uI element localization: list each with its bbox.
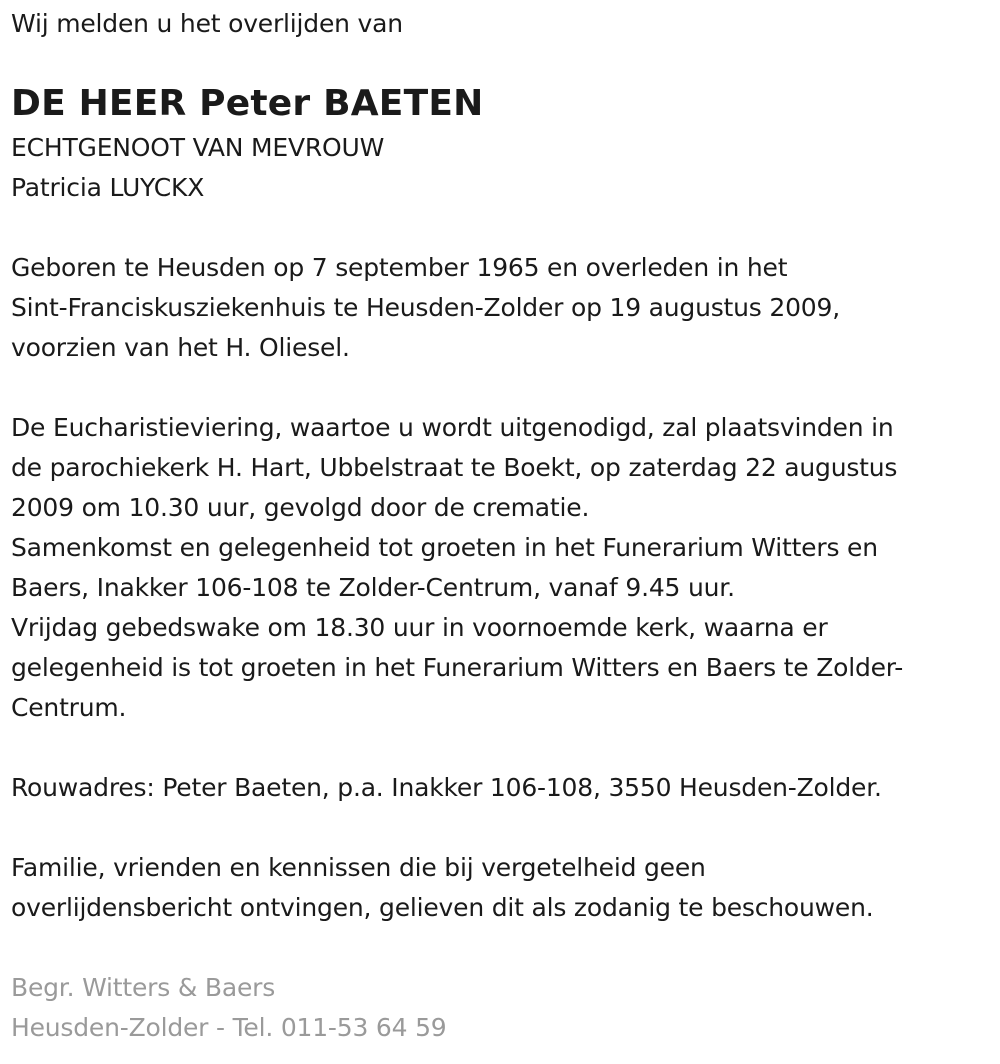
spacer (11, 808, 996, 848)
intro-text: Wij melden u het overlijden van (11, 9, 403, 38)
mourning-address: Rouwadres: Peter Baeten, p.a. Inakker 106-108, 3550 Heusden-Zolder. (11, 773, 882, 802)
funeral-home-contact: Heusden-Zolder - Tel. 011-53 64 59 (11, 1013, 447, 1042)
paragraph-line: Vrijdag gebedswake om 18.30 uur in voornoemde kerk, waarna er (11, 613, 828, 642)
deceased-name: DE HEER Peter BAETEN (11, 83, 484, 124)
paragraph-line: Familie, vrienden en kennissen die bij vergetelheid geen (11, 853, 706, 882)
spacer (11, 928, 996, 968)
funeral-home-block (11, 968, 996, 1048)
spacer (11, 208, 996, 248)
spouse-title: ECHTGENOOT VAN MEVROUW (11, 133, 385, 162)
paragraph-line: Geboren te Heusden op 7 september 1965 en overleden in het (11, 253, 788, 282)
birth-death-paragraph (11, 248, 996, 368)
paragraph-line: voorzien van het H. Oliesel. (11, 333, 350, 362)
paragraph-line: Baers, Inakker 106-108 te Zolder-Centrum, vanaf 9.45 uur. (11, 573, 735, 602)
paragraph-line: Samenkomst en gelegenheid tot groeten in het Funerarium Witters en (11, 533, 878, 562)
paragraph-line: De Eucharistieviering, waartoe u wordt uitgenodigd, zal plaatsvinden in (11, 413, 894, 442)
paragraph-line: Sint-Franciskusziekenhuis te Heusden-Zolder op 19 augustus 2009, (11, 293, 840, 322)
closing-paragraph (11, 848, 996, 928)
paragraph-line: de parochiekerk H. Hart, Ubbelstraat te Boekt, op zaterdag 22 augustus (11, 453, 898, 482)
paragraph-line: Centrum. (11, 693, 127, 722)
funeral-home-name: Begr. Witters & Baers (11, 973, 276, 1002)
death-notice (11, 4, 996, 1048)
ceremony-paragraph (11, 408, 996, 728)
spacer (11, 368, 996, 408)
paragraph-line: gelegenheid is tot groeten in het Funerarium Witters en Baers te Zolder- (11, 653, 904, 682)
paragraph-line: overlijdensbericht ontvingen, gelieven dit als zodanig te beschouwen. (11, 893, 874, 922)
spouse-name: Patricia LUYCKX (11, 173, 205, 202)
paragraph-line: 2009 om 10.30 uur, gevolgd door de crematie. (11, 493, 590, 522)
spacer (11, 728, 996, 768)
